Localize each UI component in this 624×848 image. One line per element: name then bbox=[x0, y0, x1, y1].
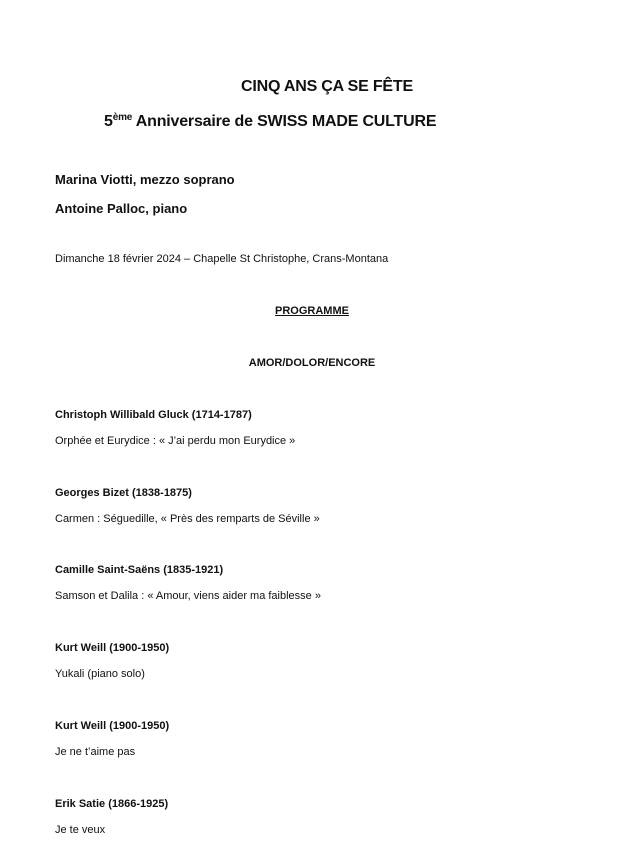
program-composer: Camille Saint-Saëns (1835-1921) bbox=[55, 564, 224, 576]
performer-singer: Marina Viotti, mezzo soprano bbox=[55, 172, 235, 187]
program-work: Je ne t’aime pas bbox=[55, 746, 136, 758]
title-line-2 bbox=[104, 112, 436, 131]
title-line-1: CINQ ANS ÇA SE FÊTE bbox=[241, 78, 413, 95]
title-superscript: ème bbox=[112, 112, 133, 123]
program-work: Carmen : Séguedille, « Près des remparts de Séville » bbox=[55, 513, 320, 525]
program-composer: Kurt Weill (1900-1950) bbox=[55, 720, 170, 732]
programme-heading: PROGRAMME bbox=[275, 305, 349, 317]
title-number: 5 bbox=[104, 113, 113, 130]
event-date-venue: Dimanche 18 février 2024 – Chapelle St Christophe, Crans-Montana bbox=[55, 253, 389, 265]
program-composer: Christoph Willibald Gluck (1714-1787) bbox=[55, 409, 252, 421]
program-composer: Georges Bizet (1838-1875) bbox=[55, 487, 192, 499]
program-composer: Erik Satie (1866-1925) bbox=[55, 798, 169, 810]
program-work: Yukali (piano solo) bbox=[55, 668, 145, 680]
program-work: Samson et Dalila : « Amour, viens aider ma faiblesse » bbox=[55, 590, 321, 602]
program-work: Orphée et Eurydice : « J’ai perdu mon Eurydice » bbox=[55, 435, 296, 447]
performer-pianist: Antoine Palloc, piano bbox=[55, 201, 188, 216]
title-rest: Anniversaire de SWISS MADE CULTURE bbox=[132, 113, 437, 130]
program-work: Je te veux bbox=[55, 824, 106, 836]
programme-subtitle: AMOR/DOLOR/ENCORE bbox=[248, 357, 376, 369]
program-composer: Kurt Weill (1900-1950) bbox=[55, 642, 170, 654]
